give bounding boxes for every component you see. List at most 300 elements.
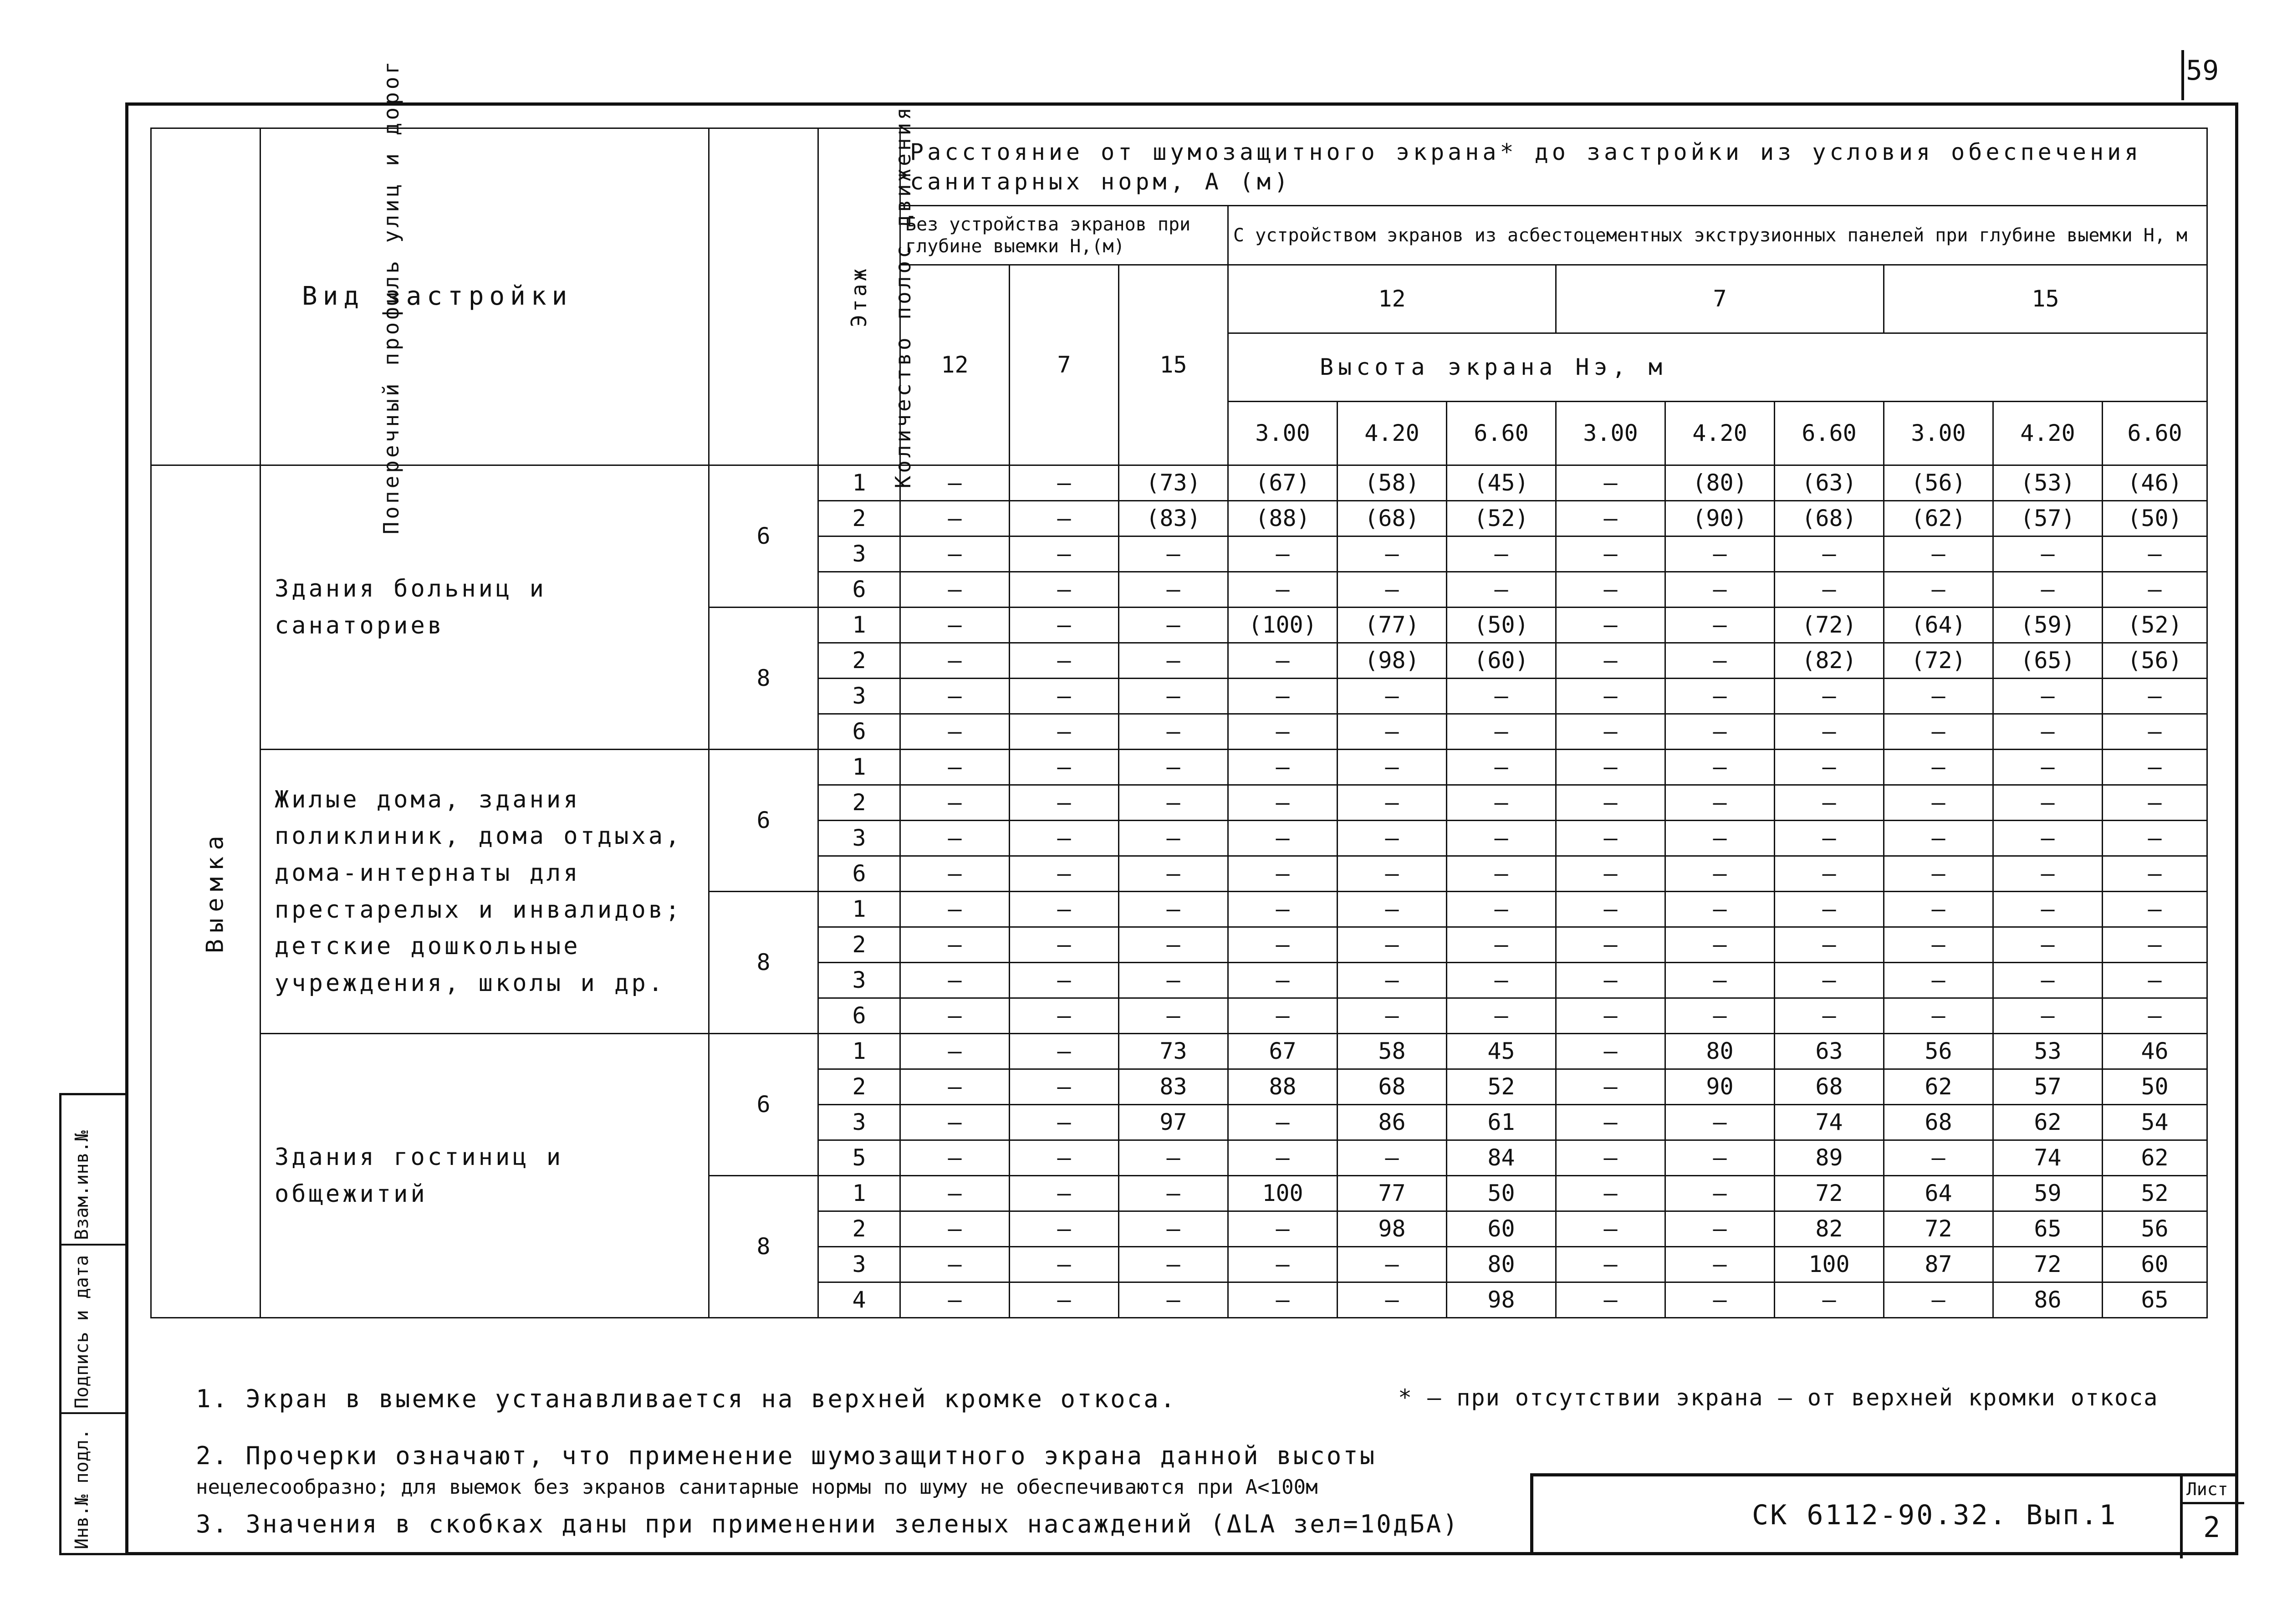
value-cell: –	[1993, 785, 2103, 821]
value-cell: –	[1556, 465, 1665, 501]
value-cell: –	[1010, 963, 1119, 998]
floor-cell: 3	[818, 1105, 900, 1140]
value-cell: –	[900, 572, 1010, 608]
value-cell: (57)	[1993, 501, 2103, 536]
value-cell: –	[1884, 821, 1993, 856]
value-cell: 63	[1775, 1034, 1884, 1069]
value-cell: –	[1556, 501, 1665, 536]
value-cell: 62	[1993, 1105, 2103, 1140]
value-cell: –	[1993, 892, 2103, 927]
value-cell: –	[900, 643, 1010, 679]
value-cell: –	[1119, 750, 1228, 785]
value-cell: –	[2103, 572, 2207, 608]
value-cell: –	[900, 927, 1010, 963]
value-cell: –	[1228, 1140, 1338, 1176]
value-cell: –	[1556, 608, 1665, 643]
table-row	[151, 465, 2207, 501]
screen-height-cell: 3.00	[1228, 402, 1338, 465]
value-cell: –	[1338, 856, 1447, 892]
screen-height-cell: 6.60	[2103, 402, 2207, 465]
floor-cell: 2	[818, 1211, 900, 1247]
value-cell: 59	[1993, 1176, 2103, 1211]
value-cell: –	[1228, 998, 1338, 1034]
value-cell: –	[1884, 536, 1993, 572]
value-cell: –	[900, 856, 1010, 892]
value-cell: –	[1665, 785, 1775, 821]
value-cell: –	[900, 1211, 1010, 1247]
value-cell: –	[1228, 1105, 1338, 1140]
value-cell: 54	[2103, 1105, 2207, 1140]
value-cell: –	[1228, 572, 1338, 608]
value-cell: –	[1884, 679, 1993, 714]
floor-cell: 1	[818, 1034, 900, 1069]
value-cell: –	[1010, 750, 1119, 785]
value-cell: –	[1338, 1282, 1447, 1318]
value-cell: 50	[2103, 1069, 2207, 1105]
value-cell: 61	[1447, 1105, 1556, 1140]
stamp-signature-label: Подпись и дата	[71, 1255, 92, 1409]
lanes-cell: 6	[709, 1034, 818, 1176]
value-cell: 57	[1993, 1069, 2103, 1105]
value-cell: –	[1775, 750, 1884, 785]
value-cell: –	[1119, 1247, 1228, 1282]
value-cell: (98)	[1338, 643, 1447, 679]
value-cell: –	[900, 501, 1010, 536]
value-cell: –	[1665, 1282, 1775, 1318]
lanes-cell: 8	[709, 892, 818, 1034]
value-cell: –	[1010, 927, 1119, 963]
value-cell: (82)	[1775, 643, 1884, 679]
value-cell: –	[1010, 785, 1119, 821]
stamp-cell-inventory	[61, 1414, 128, 1553]
value-cell: –	[1556, 572, 1665, 608]
value-cell: –	[1338, 679, 1447, 714]
value-cell: –	[2103, 856, 2207, 892]
value-cell: –	[1665, 1105, 1775, 1140]
value-cell: –	[1010, 643, 1119, 679]
profile-cell	[151, 465, 260, 1318]
note-2-continued: нецелесообразно; для выемок без экранов санитарные нормы по шуму не обеспечиваются при А<100м	[196, 1476, 1318, 1499]
building-type-cell: Здания гостиниц и общежитий	[260, 1034, 709, 1318]
value-cell: –	[900, 998, 1010, 1034]
stamp-replacement-label: Взам.инв.№	[71, 1130, 92, 1240]
sheet-box	[2180, 1476, 2241, 1558]
value-cell: –	[1119, 1176, 1228, 1211]
value-cell: –	[1556, 536, 1665, 572]
value-cell: 73	[1119, 1034, 1228, 1069]
value-cell: 98	[1447, 1282, 1556, 1318]
value-cell: –	[1447, 536, 1556, 572]
value-cell: –	[1447, 998, 1556, 1034]
value-cell: –	[1556, 679, 1665, 714]
value-cell: –	[1665, 714, 1775, 750]
value-cell: –	[1775, 963, 1884, 998]
value-cell: –	[1338, 927, 1447, 963]
value-cell: –	[1447, 892, 1556, 927]
sheet-number: 2	[2203, 1511, 2221, 1544]
value-cell: –	[1775, 927, 1884, 963]
value-cell: –	[1119, 714, 1228, 750]
value-cell: –	[1119, 643, 1228, 679]
value-cell: –	[1010, 1034, 1119, 1069]
stamp-inventory-label: Инв.№ подл.	[71, 1429, 92, 1549]
value-cell: 45	[1447, 1034, 1556, 1069]
value-cell: 68	[1338, 1069, 1447, 1105]
value-cell: –	[1010, 1211, 1119, 1247]
value-cell: –	[1338, 572, 1447, 608]
depth-no-screen-7: 7	[1010, 265, 1119, 465]
value-cell: (52)	[1447, 501, 1556, 536]
value-cell: –	[900, 465, 1010, 501]
value-cell: –	[1119, 679, 1228, 714]
value-cell: –	[1010, 1140, 1119, 1176]
value-cell: (83)	[1119, 501, 1228, 536]
value-cell: –	[1556, 963, 1665, 998]
value-cell: (73)	[1119, 465, 1228, 501]
floor-cell: 2	[818, 1069, 900, 1105]
title-block	[1530, 1473, 2238, 1555]
value-cell: –	[2103, 963, 2207, 998]
value-cell: –	[900, 714, 1010, 750]
value-cell: –	[1665, 998, 1775, 1034]
value-cell: (100)	[1228, 608, 1338, 643]
distance-table	[150, 58, 2208, 1318]
header-profile: Поперечный профиль улиц и дорог	[151, 128, 260, 465]
building-type-cell: Жилые дома, здания поликлиник, дома отдыха, дома-интернаты для престарелых и инвалидов; детские дошкольные учреждения, школы и др.	[260, 750, 709, 1034]
value-cell: –	[1010, 1247, 1119, 1282]
floor-cell: 3	[818, 536, 900, 572]
value-cell: 62	[2103, 1140, 2207, 1176]
value-cell: –	[900, 679, 1010, 714]
value-cell: –	[1665, 1247, 1775, 1282]
value-cell: 67	[1228, 1034, 1338, 1069]
value-cell: –	[1775, 892, 1884, 927]
value-cell: 56	[2103, 1211, 2207, 1247]
value-cell: 74	[1775, 1105, 1884, 1140]
value-cell: –	[1556, 1140, 1665, 1176]
value-cell: –	[1993, 821, 2103, 856]
value-cell: –	[1993, 750, 2103, 785]
value-cell: 72	[1775, 1176, 1884, 1211]
value-cell: –	[1884, 963, 1993, 998]
value-cell: –	[1556, 643, 1665, 679]
value-cell: –	[1556, 1034, 1665, 1069]
profile-label: Выемка	[201, 829, 229, 954]
value-cell: –	[1119, 927, 1228, 963]
value-cell: (52)	[2103, 608, 2207, 643]
stamp-strip	[59, 1093, 128, 1555]
value-cell: –	[1556, 1247, 1665, 1282]
value-cell: –	[1775, 998, 1884, 1034]
value-cell: –	[1228, 750, 1338, 785]
value-cell: –	[1556, 927, 1665, 963]
value-cell: –	[1665, 1140, 1775, 1176]
value-cell: –	[1010, 572, 1119, 608]
screen-height-cell: 6.60	[1447, 402, 1556, 465]
value-cell: –	[1775, 572, 1884, 608]
lanes-cell: 8	[709, 608, 818, 750]
value-cell: –	[1010, 998, 1119, 1034]
screen-height-cell: 3.00	[1556, 402, 1665, 465]
floor-cell: 5	[818, 1140, 900, 1176]
value-cell: (45)	[1447, 465, 1556, 501]
value-cell: –	[1775, 714, 1884, 750]
value-cell: –	[1447, 714, 1556, 750]
value-cell: –	[1010, 679, 1119, 714]
value-cell: –	[1775, 821, 1884, 856]
value-cell: –	[1665, 643, 1775, 679]
value-cell: 97	[1119, 1105, 1228, 1140]
value-cell: –	[1010, 1105, 1119, 1140]
value-cell: –	[900, 785, 1010, 821]
value-cell: (65)	[1993, 643, 2103, 679]
value-cell: 65	[1993, 1211, 2103, 1247]
value-cell: –	[1119, 856, 1228, 892]
value-cell: –	[900, 1247, 1010, 1282]
value-cell: (58)	[1338, 465, 1447, 501]
value-cell: –	[1010, 856, 1119, 892]
floor-cell: 1	[818, 465, 900, 501]
value-cell: –	[1010, 1176, 1119, 1211]
value-cell: –	[1338, 963, 1447, 998]
value-cell: –	[1338, 998, 1447, 1034]
note-1: 1. Экран в выемке устанавливается на верхней кромке откоса.	[196, 1384, 1177, 1413]
value-cell: –	[1775, 536, 1884, 572]
value-cell: –	[1228, 856, 1338, 892]
value-cell: –	[1010, 1282, 1119, 1318]
value-cell: –	[1556, 1282, 1665, 1318]
screen-height-cell: 3.00	[1884, 402, 1993, 465]
value-cell: –	[1556, 714, 1665, 750]
value-cell: 68	[1775, 1069, 1884, 1105]
floor-cell: 1	[818, 750, 900, 785]
value-cell: –	[1556, 998, 1665, 1034]
stamp-cell-signature	[61, 1246, 128, 1414]
value-cell: –	[1119, 821, 1228, 856]
value-cell: –	[1010, 1069, 1119, 1105]
floor-cell: 3	[818, 963, 900, 998]
value-cell: 84	[1447, 1140, 1556, 1176]
value-cell: –	[1338, 750, 1447, 785]
value-cell: –	[1447, 679, 1556, 714]
value-cell: –	[1228, 785, 1338, 821]
note-3: 3. Значения в скобках даны при применении зеленых насаждений (ΔLA зел=10дБА)	[196, 1510, 1460, 1538]
header-distance: Расстояние от шумозащитного экрана* до застройки из условия обеспечения санитарных норм, А (м)	[900, 128, 2207, 206]
lanes-cell: 6	[709, 465, 818, 608]
value-cell: –	[1665, 679, 1775, 714]
value-cell: –	[900, 536, 1010, 572]
value-cell: 60	[2103, 1247, 2207, 1282]
depth-screen-12: 12	[1228, 265, 1556, 333]
value-cell: –	[1119, 1282, 1228, 1318]
value-cell: –	[1665, 750, 1775, 785]
value-cell: –	[2103, 750, 2207, 785]
value-cell: 46	[2103, 1034, 2207, 1069]
depth-no-screen-15: 15	[1119, 265, 1228, 465]
value-cell: 100	[1228, 1176, 1338, 1211]
value-cell: –	[1338, 821, 1447, 856]
value-cell: (67)	[1228, 465, 1338, 501]
value-cell: –	[1556, 1211, 1665, 1247]
value-cell: –	[1884, 856, 1993, 892]
value-cell: –	[1010, 892, 1119, 927]
value-cell: –	[1884, 1282, 1993, 1318]
value-cell: (50)	[1447, 608, 1556, 643]
value-cell: –	[1884, 927, 1993, 963]
floor-cell: 2	[818, 501, 900, 536]
value-cell: 65	[2103, 1282, 2207, 1318]
value-cell: (63)	[1775, 465, 1884, 501]
value-cell: 90	[1665, 1069, 1775, 1105]
value-cell: –	[1665, 856, 1775, 892]
value-cell: –	[900, 1105, 1010, 1140]
value-cell: (53)	[1993, 465, 2103, 501]
value-cell: –	[1993, 572, 2103, 608]
value-cell: (72)	[1775, 608, 1884, 643]
floor-cell: 4	[818, 1282, 900, 1318]
value-cell: 89	[1775, 1140, 1884, 1176]
value-cell: –	[1884, 892, 1993, 927]
floor-cell: 6	[818, 714, 900, 750]
value-cell: –	[1010, 608, 1119, 643]
value-cell: 52	[1447, 1069, 1556, 1105]
value-cell: –	[1119, 892, 1228, 927]
value-cell: 82	[1775, 1211, 1884, 1247]
lanes-cell: 6	[709, 750, 818, 892]
value-cell: –	[1228, 927, 1338, 963]
value-cell: 88	[1228, 1069, 1338, 1105]
value-cell: –	[1993, 679, 2103, 714]
value-cell: –	[1775, 785, 1884, 821]
value-cell: –	[1884, 572, 1993, 608]
stamp-cell-replacement	[61, 1095, 128, 1246]
value-cell: –	[1228, 892, 1338, 927]
value-cell: –	[1993, 714, 2103, 750]
value-cell: –	[900, 821, 1010, 856]
header-floor: Этаж	[818, 128, 900, 465]
value-cell: (77)	[1338, 608, 1447, 643]
value-cell: –	[1228, 714, 1338, 750]
value-cell: –	[1338, 1140, 1447, 1176]
value-cell: –	[1447, 963, 1556, 998]
value-cell: –	[1119, 536, 1228, 572]
value-cell: (50)	[2103, 501, 2207, 536]
value-cell: 56	[1884, 1034, 1993, 1069]
value-cell: (68)	[1775, 501, 1884, 536]
value-cell: –	[900, 1140, 1010, 1176]
value-cell: 87	[1884, 1247, 1993, 1282]
floor-cell: 2	[818, 643, 900, 679]
value-cell: –	[1447, 821, 1556, 856]
value-cell: –	[1447, 750, 1556, 785]
value-cell: –	[1775, 1282, 1884, 1318]
value-cell: –	[1665, 821, 1775, 856]
value-cell: –	[1228, 1211, 1338, 1247]
value-cell: –	[1775, 679, 1884, 714]
value-cell: (59)	[1993, 608, 2103, 643]
value-cell: (88)	[1228, 501, 1338, 536]
value-cell: –	[1993, 536, 2103, 572]
value-cell: 53	[1993, 1034, 2103, 1069]
floor-cell: 3	[818, 679, 900, 714]
value-cell: –	[900, 1034, 1010, 1069]
screen-height-cell: 4.20	[1665, 402, 1775, 465]
value-cell: 83	[1119, 1069, 1228, 1105]
value-cell: –	[1228, 536, 1338, 572]
value-cell: 72	[1993, 1247, 2103, 1282]
value-cell: 80	[1665, 1034, 1775, 1069]
value-cell: (64)	[1884, 608, 1993, 643]
value-cell: (62)	[1884, 501, 1993, 536]
page-number: 59	[2186, 55, 2219, 87]
value-cell: –	[1556, 750, 1665, 785]
value-cell: 72	[1884, 1211, 1993, 1247]
value-cell: –	[1010, 821, 1119, 856]
value-cell: –	[1338, 892, 1447, 927]
document-code: СК 6112-90.32. Вып.1	[1752, 1499, 2118, 1531]
value-cell: –	[1447, 927, 1556, 963]
value-cell: –	[1119, 785, 1228, 821]
value-cell: –	[1010, 501, 1119, 536]
value-cell: 60	[1447, 1211, 1556, 1247]
value-cell: 50	[1447, 1176, 1556, 1211]
value-cell: –	[1993, 998, 2103, 1034]
page-number-divider	[2181, 50, 2184, 100]
value-cell: –	[900, 608, 1010, 643]
value-cell: –	[2103, 785, 2207, 821]
value-cell: –	[1993, 927, 2103, 963]
value-cell: –	[1556, 1105, 1665, 1140]
value-cell: 86	[1993, 1282, 2103, 1318]
value-cell: –	[1228, 1282, 1338, 1318]
building-type-cell: Здания больниц и санаториев	[260, 465, 709, 750]
value-cell: –	[1447, 572, 1556, 608]
header-screen-height: Высота экрана Нэ, м	[1228, 333, 2207, 402]
value-cell: –	[1884, 785, 1993, 821]
sheet-label: Лист	[2186, 1479, 2228, 1499]
value-cell: –	[1775, 856, 1884, 892]
value-cell: 62	[1884, 1069, 1993, 1105]
value-cell: –	[1665, 608, 1775, 643]
value-cell: (80)	[1665, 465, 1775, 501]
value-cell: (56)	[1884, 465, 1993, 501]
value-cell: –	[1228, 1247, 1338, 1282]
value-cell: –	[1228, 643, 1338, 679]
value-cell: –	[1884, 750, 1993, 785]
depth-screen-15: 15	[1884, 265, 2207, 333]
value-cell: 80	[1447, 1247, 1556, 1282]
value-cell: –	[1338, 1247, 1447, 1282]
value-cell: –	[1556, 892, 1665, 927]
value-cell: 77	[1338, 1176, 1447, 1211]
value-cell: –	[1119, 572, 1228, 608]
floor-cell: 1	[818, 608, 900, 643]
floor-cell: 2	[818, 927, 900, 963]
value-cell: (46)	[2103, 465, 2207, 501]
value-cell: –	[900, 750, 1010, 785]
value-cell: –	[900, 892, 1010, 927]
screen-height-cell: 4.20	[1993, 402, 2103, 465]
note-1-star: * – при отсутствии экрана – от верхней кромки откоса	[1398, 1384, 2159, 1411]
value-cell: –	[1228, 963, 1338, 998]
value-cell: –	[1884, 1140, 1993, 1176]
header-with-screen: С устройством экранов из асбестоцементных экструзионных панелей при глубине выемки Н, м	[1228, 206, 2207, 265]
depth-screen-7: 7	[1556, 265, 1884, 333]
value-cell: –	[1556, 1176, 1665, 1211]
value-cell: (68)	[1338, 501, 1447, 536]
value-cell: –	[1884, 714, 1993, 750]
value-cell: –	[1556, 1069, 1665, 1105]
